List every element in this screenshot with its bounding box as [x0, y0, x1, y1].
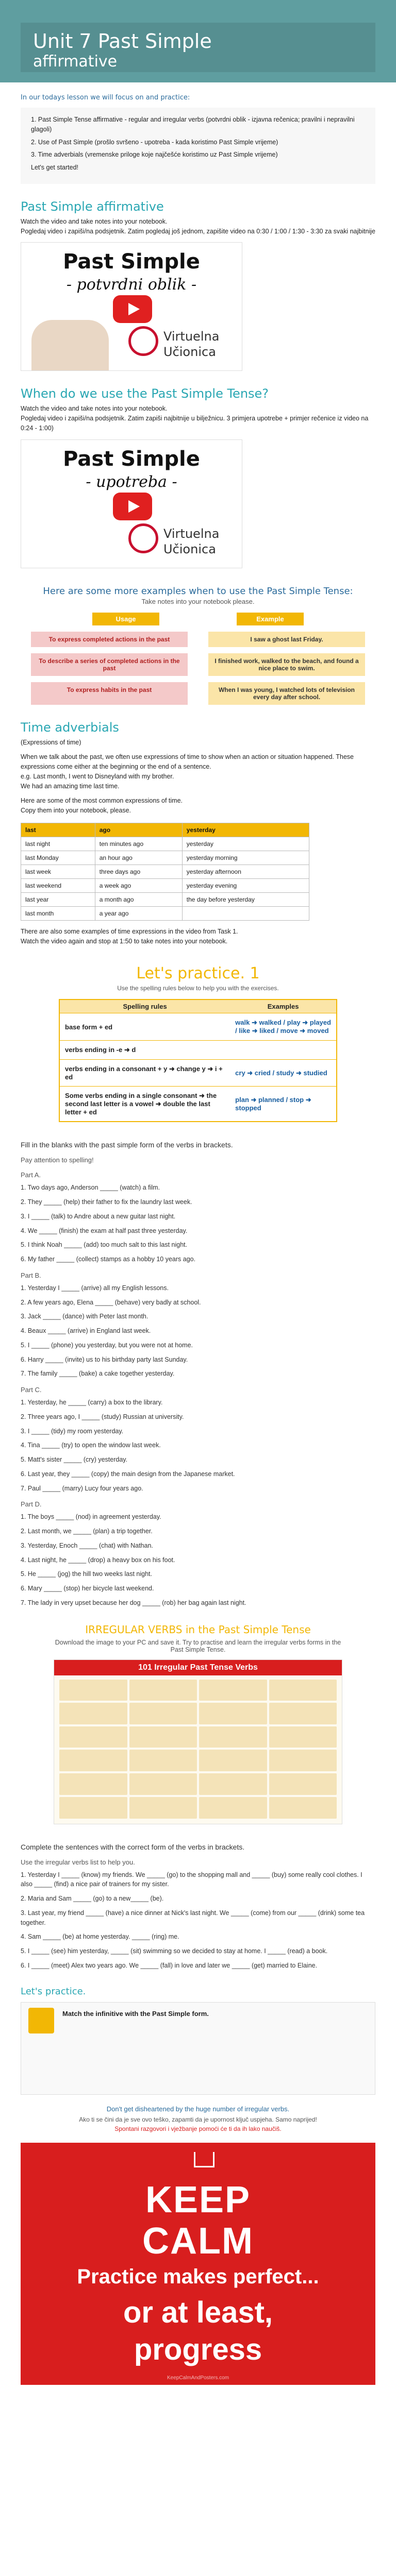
exercise-line[interactable]: 4. We _____ (finish) the exam at half past three yesterday.	[21, 1227, 188, 1234]
table-row	[21, 878, 309, 892]
irregular-verbs-poster[interactable]	[54, 1659, 342, 1824]
paragraph: Copy them into your notebook, please.	[21, 807, 131, 814]
exercise-line[interactable]: 3. Last year, my friend _____ (have) a nice dinner at Nick's last night. We _____ (come) from our _____ (drink) some tea together.	[21, 1909, 365, 1926]
page-title: Unit 7 Past Simple	[33, 30, 212, 53]
table-cell: last year	[21, 892, 95, 906]
practice2-title: Let's practice.	[21, 1986, 86, 1997]
poster-cell	[269, 1797, 337, 1819]
example-sentence: e.g. Last month, I went to Disneyland with my brother.	[21, 772, 174, 780]
poster-line: Practice makes perfect...	[77, 2265, 319, 2288]
poster-cell	[59, 1703, 127, 1724]
exercise-line[interactable]: 3. Yesterday, Enoch _____ (chat) with Nathan.	[21, 1541, 153, 1549]
section-title-affirmative: Past Simple affirmative	[21, 199, 164, 214]
table-cell: last night	[21, 837, 95, 851]
exercise-line[interactable]: 6. I _____ (meet) Alex two years ago. We _____ (fall) in love and later we _____ (get) married to Elaine.	[21, 1961, 318, 1969]
table-cell: last weekend	[21, 878, 95, 892]
exercise-line[interactable]: 7. Paul _____ (marry) Lucy four years ago.	[21, 1484, 143, 1492]
exercise-line[interactable]: 1. Yesterday I _____ (arrive) all my English lessons.	[21, 1284, 169, 1292]
video-player-use[interactable]	[21, 439, 242, 568]
table-header: yesterday	[182, 823, 309, 837]
brand-name: Virtuelna	[163, 526, 220, 541]
table-row	[59, 1041, 337, 1060]
examples-sub: Take notes into your notebook please.	[141, 597, 255, 605]
exercise-line[interactable]: 4. Beaux _____ (arrive) in England last week.	[21, 1327, 151, 1334]
brand-logo-icon	[128, 326, 158, 356]
examples-intro: Here are some more examples when to use the Past Simple Tense:	[43, 585, 353, 597]
poster-grid	[59, 1680, 337, 1819]
exercise-line[interactable]: 3. Jack _____ (dance) with Peter last month.	[21, 1313, 148, 1320]
rule-cell: Some verbs ending in a single consonant ➜ the second last letter is a vowel ➜ double the last letter + ed	[59, 1087, 230, 1122]
exercise-line[interactable]: 2. They _____ (help) their father to fix the laundry last week.	[21, 1198, 192, 1206]
closing-line: Don't get disheartened by the huge number of irregular verbs.	[106, 2105, 290, 2113]
table-cell: three days ago	[95, 865, 182, 878]
poster-cell	[59, 1797, 127, 1819]
paragraph: Watch the video again and stop at 1:50 to take notes into your notebook.	[21, 937, 228, 945]
table-row	[59, 1013, 337, 1041]
exercise-line[interactable]: 4. Tina _____ (try) to open the window last week.	[21, 1442, 161, 1449]
exercise-line[interactable]: 2. Three years ago, I _____ (study) Russian at university.	[21, 1413, 184, 1420]
poster-footer: KeepCalmAndPosters.com	[167, 2375, 229, 2381]
time-expressions-table	[21, 823, 309, 921]
spelling-rules-table	[59, 999, 337, 1122]
paragraph: When we talk about the past, we often use expressions of time to show when an action or situation happened. These expressions come either at the beginning or the end of a sentence.	[21, 753, 354, 770]
poster-cell	[269, 1680, 337, 1701]
page-subtitle: affirmative	[33, 53, 118, 71]
table-row	[59, 1087, 337, 1122]
closing-text	[21, 2105, 375, 2132]
table-cell: a week ago	[95, 878, 182, 892]
section-title-adverbials: Time adverbials	[21, 720, 119, 735]
section-note: Watch the video and take notes into your notebook.	[21, 405, 168, 413]
exercise-line[interactable]: 5. He _____ (jog) the hill two weeks last night.	[21, 1570, 152, 1578]
exercise-line[interactable]: 2. Last month, we _____ (plan) a trip together.	[21, 1528, 153, 1535]
task-title: Match the infinitive with the Past Simple form.	[62, 2009, 209, 2018]
poster-cell	[129, 1773, 197, 1795]
poster-cell	[269, 1726, 337, 1748]
exercise-line[interactable]: 1. Yesterday, he _____ (carry) a box to the library.	[21, 1399, 163, 1406]
play-button-icon[interactable]	[113, 493, 152, 520]
task-icon	[28, 2008, 54, 2033]
table-header: Examples	[230, 999, 337, 1013]
table-header: ago	[95, 823, 182, 837]
irregular-section	[0, 1623, 396, 1824]
exercise-line[interactable]: 3. I _____ (tidy) my room yesterday.	[21, 1427, 124, 1435]
table-header: last	[21, 823, 95, 837]
table-cell: a year ago	[95, 906, 182, 920]
usage-cell: To express completed actions in the past	[31, 632, 188, 647]
exercise-part-label: Part B.	[21, 1271, 41, 1279]
rule-cell: base form + ed	[59, 1013, 230, 1041]
closing-line: Spontani razgovori i vježbanje pomoći će ti da ih lako naučiš.	[114, 2125, 282, 2132]
exercise-line[interactable]: 7. The lady in very upset because her dog _____ (rob) her bag again last night.	[21, 1599, 246, 1606]
video-subtitle: - potvrdni oblik -	[66, 276, 197, 294]
usage-header: Usage	[92, 613, 159, 625]
usage-cell: To express habits in the past	[31, 682, 188, 705]
brand-name: Učionica	[163, 345, 216, 360]
video-title: Past Simple	[63, 250, 200, 274]
poster-cell	[129, 1750, 197, 1771]
poster-cell	[269, 1750, 337, 1771]
table-cell: ten minutes ago	[95, 837, 182, 851]
play-button-icon[interactable]	[113, 295, 152, 323]
exercise-line[interactable]: 1. The boys _____ (nod) in agreement yesterday.	[21, 1513, 161, 1521]
table-row	[21, 892, 309, 906]
section-note: Pogledaj video i zapiši/na podsjetnik. Zatim zapiši najbitnije u bilježnicu. 3 primjera upotrebe + primjer rečenice iz video na 0:24 - 1:00)	[21, 415, 369, 432]
table-row	[21, 851, 309, 865]
match-task-embed[interactable]	[21, 2002, 375, 2095]
exercise-line[interactable]: 6. My father _____ (collect) stamps as a hobby 10 years ago.	[21, 1256, 196, 1263]
section-subtitle: (Expressions of time)	[21, 738, 81, 746]
practice-sub: Use the spelling rules below to help you with the exercises.	[117, 985, 279, 992]
practice-heading	[0, 964, 396, 992]
closing-line: Ako ti se čini da je sve ovo teško, zapamti da je upornost ključ uspjeha. Samo naprijed!	[79, 2115, 317, 2123]
exercise-line[interactable]: 6. Harry _____ (invite) us to his birthday party last Sunday.	[21, 1355, 188, 1363]
intro-text: In our todays lesson we will focus on and practice:	[21, 94, 190, 101]
exercise-line[interactable]: 5. I _____ (phone) you yesterday, but you were not at home.	[21, 1341, 193, 1349]
table-cell: last month	[21, 906, 95, 920]
example-cell	[230, 1041, 337, 1060]
paragraph: There are also some examples of time expressions in the video from Task 1.	[21, 927, 238, 935]
section-note: Watch the video and take notes into your notebook.	[21, 217, 168, 225]
objectives-box	[21, 108, 375, 184]
exercise-line[interactable]: 4. Sam _____ (be) at home yesterday. _____ (ring) me.	[21, 1933, 179, 1941]
table-row	[59, 1060, 337, 1087]
objective-4: Let's get started!	[31, 164, 79, 171]
poster-line: or at least,	[123, 2295, 273, 2329]
exercise-line[interactable]: 1. Two days ago, Anderson _____ (watch) a film.	[21, 1184, 160, 1192]
poster-cell	[199, 1797, 267, 1819]
poster-line: CALM	[142, 2220, 254, 2262]
poster-cell	[59, 1750, 127, 1771]
table-cell: an hour ago	[95, 851, 182, 865]
usage-table	[31, 613, 365, 705]
video-player-affirmative[interactable]	[21, 242, 242, 371]
table-header: Spelling rules	[59, 999, 230, 1013]
objective-2: 2. Use of Past Simple (prošlo svršeno - upotreba - kada koristimo Past Simple vrijeme)	[31, 138, 278, 146]
hand-image	[31, 320, 109, 371]
exercise-line[interactable]: 6. Mary _____ (stop) her bicycle last weekend.	[21, 1585, 154, 1592]
brand-name: Učionica	[163, 541, 216, 556]
crown-icon	[194, 2152, 214, 2167]
table-cell: yesterday evening	[182, 878, 309, 892]
paragraph: Here are some of the most common expressions of time.	[21, 797, 183, 805]
exercise-line[interactable]: 5. I _____ (see) him yesterday, _____ (sit) swimming so we decided to stay at home. I _____ (read) a book.	[21, 1947, 328, 1955]
exercise-line[interactable]: 5. I think Noah _____ (add) too much salt to this last night.	[21, 1241, 188, 1249]
exercise-line[interactable]: 2. Maria and Sam _____ (go) to a new_____ (be).	[21, 1895, 164, 1902]
section-title-use: When do we use the Past Simple Tense?	[21, 386, 269, 401]
objective-1: 1. Past Simple Tense affirmative - regular and irregular verbs (potvrdni oblik - izjavna rečenica; pravilni i nepravilni glagoli)	[31, 116, 355, 133]
poster-cell	[129, 1703, 197, 1724]
table-row	[21, 837, 309, 851]
poster-cell	[129, 1680, 197, 1701]
example-cell: I saw a ghost last Friday.	[208, 632, 365, 647]
poster-cell	[199, 1750, 267, 1771]
exercise-hint: Pay attention to spelling!	[21, 1156, 94, 1164]
poster-line: KEEP	[145, 2179, 251, 2221]
table-cell: yesterday afternoon	[182, 865, 309, 878]
poster-cell	[269, 1703, 337, 1724]
poster-cell	[129, 1726, 197, 1748]
poster-cell	[199, 1703, 267, 1724]
exercise-2	[21, 1843, 375, 1971]
table-cell: last week	[21, 865, 95, 878]
brand-logo	[128, 322, 237, 363]
poster-cell	[269, 1773, 337, 1795]
table-cell	[182, 906, 309, 920]
exercise-line[interactable]: 6. Last year, they _____ (copy) the main design from the Japanese market.	[21, 1470, 235, 1478]
exercise-line[interactable]: 4. Last night, he _____ (drop) a heavy box on his foot.	[21, 1556, 175, 1564]
practice-title: Let's practice. 1	[136, 964, 260, 983]
irregular-sub: Download the image to your PC and save it. Try to practise and learn the irregular verbs forms in the Past Simple Tense.	[55, 1638, 341, 1653]
example-cell: walk ➜ walked / play ➜ played / like ➜ liked / move ➜ moved	[230, 1013, 337, 1041]
example-cell: When I was young, I watched lots of television every day after school.	[208, 682, 365, 705]
usage-cell: To describe a series of completed actions in the past	[31, 653, 188, 676]
exercise-1	[21, 1141, 375, 1607]
table-row	[21, 906, 309, 920]
table-cell: yesterday	[182, 837, 309, 851]
exercise-line[interactable]: 5. Matt's sister _____ (cry) yesterday.	[21, 1456, 128, 1463]
video-subtitle: - upotreba -	[86, 472, 177, 491]
example-cell: cry ➜ cried / study ➜ studied	[230, 1060, 337, 1087]
poster-cell	[59, 1680, 127, 1701]
exercise-line[interactable]: 2. A few years ago, Elena _____ (behave) very badly at school.	[21, 1298, 201, 1306]
video-title: Past Simple	[63, 447, 200, 471]
poster-cell	[199, 1680, 267, 1701]
poster-line: progress	[134, 2332, 262, 2366]
poster-cell	[59, 1773, 127, 1795]
example-cell: plan ➜ planned / stop ➜ stopped	[230, 1087, 337, 1122]
brand-logo	[128, 519, 237, 561]
table-cell: yesterday morning	[182, 851, 309, 865]
poster-cell	[129, 1797, 197, 1819]
table-cell: last Monday	[21, 851, 95, 865]
poster-cell	[59, 1726, 127, 1748]
header-banner	[0, 0, 396, 82]
exercise-lead: Complete the sentences with the correct form of the verbs in brackets.	[21, 1842, 245, 1851]
poster-cell	[199, 1726, 267, 1748]
rule-cell: verbs ending in a consonant + y ➜ change y ➜ i + ed	[59, 1060, 230, 1087]
keep-calm-poster	[21, 2143, 375, 2385]
exercise-line[interactable]: 1. Yesterday I _____ (know) my friends. We _____ (go) to the shopping mall and _____ (buy) some really cool clothes. I also _____ (find) a nice pair of trainers for my sister.	[21, 1871, 362, 1888]
example-cell: I finished work, walked to the beach, and found a nice place to swim.	[208, 653, 365, 676]
table-cell: the day before yesterday	[182, 892, 309, 906]
exercise-lead: Fill in the blanks with the past simple form of the verbs in brackets.	[21, 1141, 233, 1149]
example-sentence: We had an amazing time last time.	[21, 782, 120, 790]
irregular-title: IRREGULAR VERBS in the Past Simple Tense	[85, 1623, 311, 1636]
exercise-line[interactable]: 7. The family _____ (bake) a cake together yesterday.	[21, 1370, 175, 1378]
exercise-part-label: Part C.	[21, 1386, 42, 1394]
example-header: Example	[237, 613, 304, 625]
brand-logo-icon	[128, 523, 158, 553]
exercise-line[interactable]: 3. I _____ (talk) to Andre about a new guitar last night.	[21, 1212, 176, 1220]
exercise-part-label: Part A.	[21, 1171, 41, 1179]
table-row	[21, 865, 309, 878]
section-note: Pogledaj video i zapiši/na podsjetnik. Zatim pogledaj još jednom, zapišite video na 0:30 / 1:00 / 1:30 - 3:30 za svaki najbitnije	[21, 227, 375, 235]
rule-cell: verbs ending in -e ➜ d	[59, 1041, 230, 1060]
table-cell: a month ago	[95, 892, 182, 906]
brand-name: Virtuelna	[163, 329, 220, 344]
poster-cell	[199, 1773, 267, 1795]
exercise-part-label: Part D.	[21, 1500, 42, 1509]
poster-title: 101 Irregular Past Tense Verbs	[54, 1660, 342, 1675]
exercise-hint: Use the irregular verbs list to help you.	[21, 1858, 135, 1866]
objective-3: 3. Time adverbials (vremenske priloge koje najčešće koristimo uz Past Simple vrijeme)	[31, 151, 278, 159]
